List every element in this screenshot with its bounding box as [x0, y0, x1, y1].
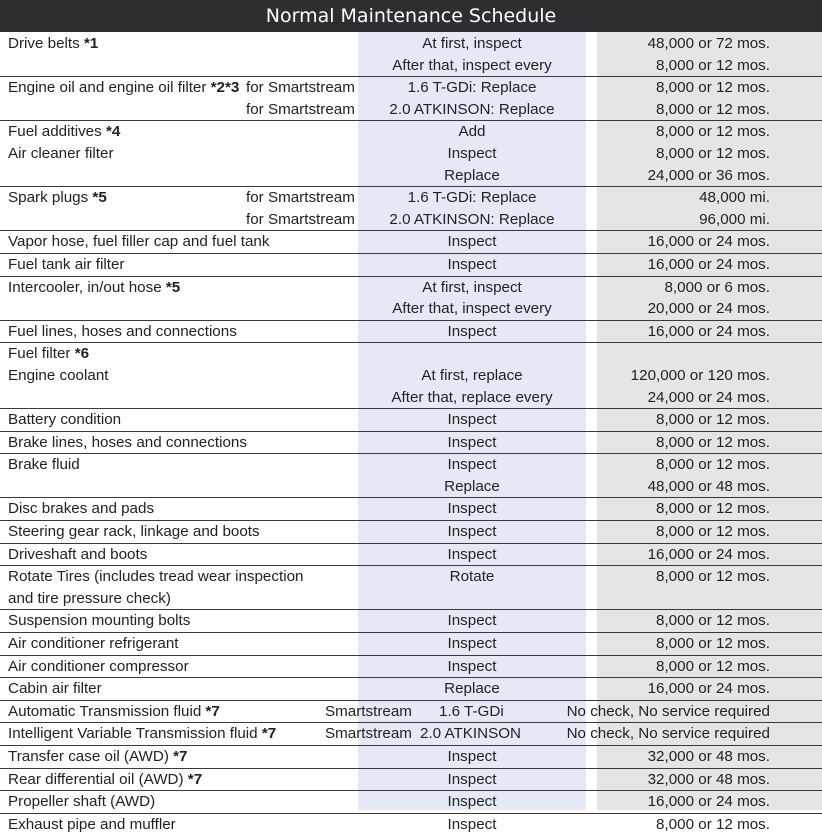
row-line: [0, 33, 822, 55]
item-label: Transfer case oil (AWD): [8, 748, 174, 765]
table-row: [0, 277, 822, 321]
row-line: [0, 746, 822, 768]
engine-variant: 2.0 ATKINSON: [420, 725, 522, 743]
table-row: [0, 678, 822, 701]
table-row: [0, 454, 822, 498]
table-row: [0, 121, 822, 187]
row-line: [0, 254, 822, 276]
table-row: [0, 77, 822, 121]
row-line: [0, 588, 822, 610]
row-line: [0, 701, 822, 723]
row-line: [0, 365, 822, 387]
service-action: After that, inspect every: [392, 300, 552, 318]
row-line: [0, 165, 822, 187]
item-label: Rotate Tires (includes tread wear inspection: [8, 568, 304, 586]
footnote-ref: *5: [165, 278, 181, 296]
row-line: [0, 409, 822, 431]
service-requirement: No check, No service required: [566, 725, 770, 743]
service-action: Replace: [444, 477, 500, 495]
row-line: [0, 769, 822, 791]
service-interval: 24,000 or 24 mos.: [647, 388, 770, 406]
item-label: Air cleaner filter: [8, 144, 114, 162]
item-name: [8, 432, 247, 454]
item-name: [8, 343, 89, 365]
service-action: Inspect: [447, 793, 497, 811]
service-interval: 32,000 or 48 mos.: [647, 748, 770, 765]
item-name: [8, 277, 180, 299]
item-name: [8, 121, 120, 143]
item-name: [8, 454, 80, 476]
service-interval: 16,000 or 24 mos.: [647, 322, 770, 340]
service-interval: 8,000 or 12 mos.: [656, 144, 770, 162]
service-action: Inspect: [447, 433, 497, 451]
row-line: [0, 231, 822, 253]
table-row: [0, 521, 822, 544]
footnote-ref: *5: [92, 189, 107, 207]
table-row: [0, 814, 822, 835]
service-action: Inspect: [447, 255, 497, 273]
service-interval: 16,000 or 24 mos.: [647, 680, 770, 698]
item-name: [8, 588, 171, 610]
service-interval: 48,000 mi.: [699, 189, 770, 207]
table-row: [0, 33, 822, 77]
engine-variant: 1.6 T-GDi: [439, 702, 504, 720]
footnote-ref: *1: [83, 35, 99, 52]
engine-brand: Smartstream: [325, 702, 412, 720]
service-interval: 8,000 or 12 mos.: [656, 123, 770, 141]
row-line: [0, 521, 822, 543]
item-label: Fuel additives: [8, 123, 106, 141]
item-name: [8, 656, 189, 678]
item-label: Fuel tank air filter: [8, 255, 125, 273]
table-row: [0, 633, 822, 656]
service-interval: 48,000 or 72 mos.: [647, 35, 770, 52]
service-interval: 8,000 or 12 mos.: [656, 815, 770, 833]
row-line: [0, 544, 822, 566]
service-action: Inspect: [447, 322, 497, 340]
row-line: [0, 566, 822, 588]
footnote-ref: *2*3: [210, 79, 240, 97]
service-interval: 8,000 or 12 mos.: [656, 612, 770, 630]
service-interval: 16,000 or 24 mos.: [647, 545, 770, 563]
service-interval: 24,000 or 36 mos.: [647, 166, 770, 184]
table-row: [0, 498, 822, 521]
service-interval: 8,000 or 12 mos.: [656, 657, 770, 675]
item-name: [8, 143, 114, 165]
item-name: [8, 814, 176, 835]
item-label: Fuel lines, hoses and connections: [8, 322, 237, 340]
table-row: [0, 432, 822, 455]
footnote-ref: *4: [105, 123, 121, 141]
service-action: After that, replace every: [391, 388, 553, 406]
service-action: Replace: [444, 166, 500, 184]
engine-qualifier: for Smartstream: [246, 210, 355, 228]
item-name: [8, 544, 147, 566]
row-line: [0, 343, 822, 365]
item-label: Engine oil and engine oil filter: [8, 79, 211, 97]
table-row: [0, 746, 822, 769]
service-action: Inspect: [447, 456, 497, 474]
row-line: [0, 77, 822, 99]
service-action: Inspect: [447, 815, 497, 833]
service-action: Inspect: [447, 233, 497, 251]
footnote-ref: *7: [205, 702, 220, 720]
item-name: [8, 678, 102, 700]
service-action: Inspect: [447, 657, 497, 675]
item-name: [8, 610, 190, 632]
item-label: Cabin air filter: [8, 680, 102, 698]
row-line: [0, 656, 822, 678]
table-row: [0, 409, 822, 432]
service-action: At first, inspect: [422, 278, 522, 296]
service-action: 2.0 ATKINSON: Replace: [389, 210, 555, 228]
service-interval: 8,000 or 6 mos.: [664, 278, 770, 296]
service-interval: 8,000 or 12 mos.: [656, 100, 770, 118]
item-label: Battery condition: [8, 411, 122, 429]
table-row: [0, 566, 822, 610]
item-name: [8, 498, 154, 520]
item-name: [8, 321, 237, 343]
row-line: [0, 454, 822, 476]
row-line: [0, 814, 822, 835]
service-interval: 8,000 or 12 mos.: [656, 635, 770, 653]
item-name: [8, 33, 98, 55]
row-line: [0, 298, 822, 320]
service-interval: 16,000 or 24 mos.: [647, 233, 770, 251]
item-label: Brake fluid: [8, 456, 80, 474]
item-name: [8, 701, 220, 723]
engine-qualifier: for Smartstream: [246, 79, 355, 97]
service-action: 1.6 T-GDi: Replace: [407, 189, 537, 207]
row-line: [0, 432, 822, 454]
row-line: [0, 678, 822, 700]
item-label: Steering gear rack, linkage and boots: [8, 523, 260, 541]
item-label: Fuel filter: [8, 345, 75, 363]
service-action: Inspect: [447, 144, 497, 162]
service-interval: 8,000 or 12 mos.: [656, 56, 770, 74]
item-label: Disc brakes and pads: [8, 500, 155, 518]
item-label: Vapor hose, fuel filler cap and fuel tank: [8, 233, 270, 251]
item-label: Air conditioner compressor: [8, 657, 189, 675]
service-action: 2.0 ATKINSON: Replace: [389, 100, 555, 118]
engine-qualifier: for Smartstream: [246, 189, 355, 207]
table-row: [0, 544, 822, 567]
row-line: [0, 99, 822, 121]
row-line: [0, 633, 822, 655]
schedule-title: Normal Maintenance Schedule: [0, 0, 822, 32]
row-line: [0, 143, 822, 165]
service-action: Replace: [444, 680, 500, 698]
item-label: Rear differential oil (AWD): [8, 770, 188, 788]
row-line: [0, 187, 822, 209]
service-action: 1.6 T-GDi: Replace: [407, 79, 537, 97]
row-line: [0, 209, 822, 231]
item-label: Automatic Transmission fluid: [8, 702, 206, 720]
service-interval: 20,000 or 24 mos.: [647, 300, 770, 318]
footnote-ref: *7: [187, 770, 203, 788]
service-interval: 96,000 mi.: [699, 210, 770, 228]
item-name: [8, 521, 260, 543]
row-line: [0, 476, 822, 498]
footnote-ref: *6: [74, 345, 90, 363]
service-requirement: No check, No service required: [566, 702, 770, 720]
table-row: [0, 231, 822, 254]
item-label: and tire pressure check): [8, 589, 171, 607]
row-line: [0, 55, 822, 77]
item-name: [8, 723, 276, 745]
service-interval: 32,000 or 48 mos.: [647, 770, 770, 788]
item-label: Spark plugs: [8, 189, 93, 207]
service-interval: 8,000 or 12 mos.: [656, 523, 770, 541]
item-name: [8, 231, 269, 253]
item-label: Brake lines, hoses and connections: [8, 433, 247, 451]
service-interval: 8,000 or 12 mos.: [656, 79, 770, 97]
table-row: [0, 343, 822, 409]
service-action: Inspect: [447, 770, 497, 788]
table-row: [0, 187, 822, 231]
service-action: At first, replace: [421, 366, 523, 384]
row-line: [0, 498, 822, 520]
service-action: Inspect: [447, 545, 497, 563]
service-interval: 8,000 or 12 mos.: [656, 568, 770, 586]
table-row: [0, 254, 822, 277]
footnote-ref: *7: [261, 725, 277, 743]
item-name: [8, 254, 124, 276]
item-label: Intercooler, in/out hose: [8, 278, 166, 296]
engine-qualifier: for Smartstream: [246, 100, 355, 118]
item-label: Suspension mounting bolts: [8, 612, 191, 630]
service-action: Inspect: [447, 635, 497, 653]
service-interval: 8,000 or 12 mos.: [656, 411, 770, 429]
item-label: Driveshaft and boots: [8, 545, 148, 563]
item-name: [8, 187, 107, 209]
row-line: [0, 610, 822, 632]
table-row: [0, 791, 822, 814]
table-row: [0, 321, 822, 344]
row-line: [0, 723, 822, 745]
service-action: Inspect: [447, 612, 497, 630]
service-action: Inspect: [447, 411, 497, 429]
item-name: [8, 566, 303, 588]
row-line: [0, 321, 822, 343]
table-row: [0, 769, 822, 792]
table-row: [0, 701, 822, 724]
service-action: Inspect: [447, 748, 497, 765]
row-line: [0, 277, 822, 299]
service-action: At first, inspect: [422, 35, 522, 52]
table-row: [0, 723, 822, 746]
item-name: [8, 769, 202, 791]
item-label: Air conditioner refrigerant: [8, 635, 179, 653]
maintenance-table: [0, 33, 822, 835]
item-name: [8, 77, 239, 99]
item-label: Intelligent Variable Transmission fluid: [8, 725, 262, 743]
service-interval: 16,000 or 24 mos.: [647, 255, 770, 273]
service-interval: 8,000 or 12 mos.: [656, 500, 770, 518]
item-name: [8, 365, 108, 387]
service-interval: 8,000 or 12 mos.: [656, 456, 770, 474]
footnote-ref: *7: [173, 748, 188, 765]
service-action: Inspect: [447, 500, 497, 518]
service-action: Rotate: [449, 568, 495, 586]
item-label: Drive belts: [8, 35, 84, 52]
item-name: [8, 633, 179, 655]
service-action: Add: [458, 123, 486, 141]
service-action: After that, inspect every: [392, 56, 552, 74]
item-label: Exhaust pipe and muffler: [8, 815, 176, 833]
item-name: [8, 409, 121, 431]
service-action: Inspect: [447, 523, 497, 541]
table-row: [0, 610, 822, 633]
service-interval: 16,000 or 24 mos.: [647, 793, 770, 811]
table-row: [0, 656, 822, 679]
engine-brand: Smartstream: [325, 725, 412, 743]
service-interval: 120,000 or 120 mos.: [630, 366, 770, 384]
service-interval: 48,000 or 48 mos.: [647, 477, 770, 495]
row-line: [0, 121, 822, 143]
service-interval: 8,000 or 12 mos.: [656, 433, 770, 451]
item-name: [8, 746, 187, 768]
item-label: Propeller shaft (AWD): [8, 793, 156, 811]
item-label: Engine coolant: [8, 366, 109, 384]
row-line: [0, 387, 822, 409]
